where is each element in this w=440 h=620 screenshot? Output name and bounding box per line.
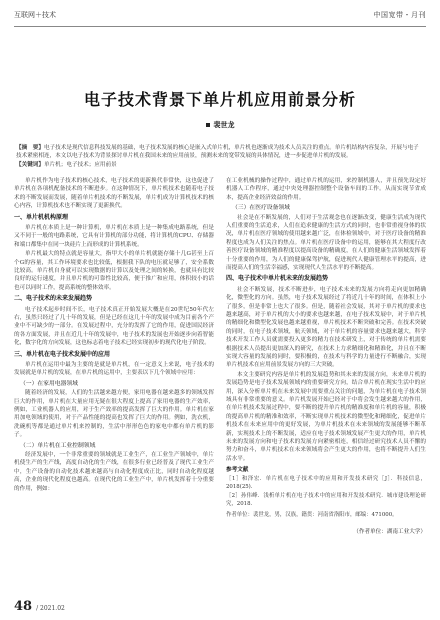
paragraph: 单片机在运用中最为主要的是就是单片机，在一定意义上来说，电子技术的发展就是单片机的发展，在单片机的运用中，主要表以下几个领域中应用： (14, 362, 214, 377)
abstract-label: 【摘 要】 (16, 145, 44, 151)
paragraph: 电子技术起步时间不长，电子技术真正开始发展大概是在20世纪50年代左右，虽然只经过了几十年的发展，但是已经在这几十年的发展中成为目前各个产业中不可缺少的一部分。在发展过程中，充分的发挥了它的作用，促进国民经济的各方面发展，并且在近几十年的发展中，电子技术的发展也开始逐步向着智能化，数字化的方向发展，这也标志着电子技术已经实现初步的现代化电子阶段。 (14, 306, 214, 347)
header-right: 中国宽带・月刊 (373, 11, 426, 19)
body-columns (14, 177, 426, 537)
author-affiliation: （作者单位：湖南工业大学） (353, 528, 426, 535)
paragraph: 社会不断发展，技术不断进步，电子技术未来的发展方向将走向更加精确化，微型化的方向。虽然，电子技术发展经过了将近几十年的时间，在体积上小了很多，但是非常上也大了很多。但是，随着社会发展，其对于单片机的要求也越来越高，对于单片机的大小的要求也越来越，在电子技术发展中，对于单片机的精细化和微型化发展也越来越重视，单片机技术不断突破和完善。在技术突破的同时，在电子技术领域，航天领域，对于单片机的容量要求也越来越大，科学技术开发工作人员就需要投入更多的精力在技术研发上，对于传统的单片机需要根据技术人员提出更加深入的研究，在技术上力求精细化和精准化，并且在不断实现大容量的发展的同时，要积极的，在技术与科学的力量进行不断融合，实现单片机技术在应用前景发展方向的三大突破。 (226, 286, 426, 369)
paragraph: 在工业机械的操作过程中，通过单片机的运用，来控制机器人，并且预先设定好机器人工作程序，通过中央处理器控制整个设备车间的工作。从而实现节省成本，提高企业经济效益的作用。 (226, 177, 426, 201)
author-bio: 作者单位：裴世龙，男，汉族，籍贯：河南省洛阳市，邮编：471000。 (226, 512, 398, 519)
reference-item: ［1］和泽宏．单片机在电子技术中的应用和开发技术研究［J］．科技信息，2018(25)． (226, 475, 426, 491)
subsection-heading: （三）在医疗设备领域 (232, 205, 290, 212)
paragraph: 本文主要研究内容是单片机的发展趋势和其未来的发展方向，未来单片机的发展趋势是电子技术发展领域内的重要研究方向，结合单片机在现实生活中的应用，深入分析单片机在未来发展中需要重点关注的问题，为单片机在电子技术领域具有非常重要的意义。单片机发展开始已经对于中将会发生越来越大的作用，在单片机技术发展过程中，要不断的提升单片机的精准度和单片机的容量，积极的提高单片机的精准和效率，不断实现单片机技术的微型化和精细化，促进单片机技术在未来应用中的更好发展，为单片机技术在未来领域的发展能够不断革新，实现技术上的不断发展，适应在电子技术领域发展产生更大的作用，单片机未来的发展方向和电子技术的发展方向紧密相连，相信经过研究技术人员不懈的努力和奋斗，单片机技术在未来领域将会产生更大的作用，也将不断提升人们生活水平。 (226, 371, 426, 462)
subsection-heading: （二）单片机在工业控制领域 (20, 442, 96, 449)
left-column (14, 177, 214, 537)
subsection-heading: （一）在家用电器领域 (20, 380, 78, 387)
reference-item: ［2］孙伟峰．浅析单片机在电子技术中的应用和开发技术研究．城市建设理论研究，2018． (226, 492, 426, 507)
paragraph: 单片机在本质上是一种计算机，单片机在本质上是一种集成电路系统，但是又不同于一般的电路系统，它具有计算机的部分功能，将计算机的CPU、存储器和端口都集中在同一块硅片上而形成的计算机系统。 (14, 224, 214, 248)
author-line (14, 120, 426, 130)
right-column (226, 177, 426, 537)
author-name: 裴世龙 (213, 120, 235, 129)
paragraph: 经济发展中，一个非常重要的领域就是工业生产，在工业生产领域中，单片机使生产的生产线，高度自动化的生产线，在很多行业已经普及了现代工业生产中，生产设备的自动化技术越来越高与自动化程度成正比，同时自动化程度越高，企业的现代化程度也越高。在现代化的工业生产中，单片机发挥着十分重要的作用，例如： (14, 452, 214, 492)
paragraph: 社会是在不断发展的，人们对于生活观念也在逐渐改变，健康生活成为现代人们重要的生活追求，人们在追求健康的生活方式的同时，也非常重视身体的状况，单片机在医疗领域的使用越来越广泛，在体检领域中，对于医疗设备的精准程度也成为人们关注的焦点。单片机在医疗设备中的运用，能够在其大程度行改善医疗设备领域的精准程度以提高设备的精确度，在人们的健康生活领域发挥着十分重要的作用，为人们的健康保驾护航，促进现代人健康管理水平的提高，进而提高人们的生活幸福感，实现现代人生活水平的不断提高。 (226, 214, 426, 271)
header-left: 互联网＋技术 (14, 11, 56, 19)
keywords-label: 【关键词】 (16, 161, 44, 168)
paragraph: 单片机最大的特点就是容量大，指甲大小的单片机就能存储十几G甚至上百个G的容量，其工作环境要求也比较低，根据我下队的电压就足够了，安全系数比较高。单片机自身就可以实现数据的计算以及处理之间的转换，也就具有比较良好的运行速度，并且单片机的可靠性比较高，便于推广和应用，体积较小的话也可以同时工作，提高系统的整体效率。 (14, 251, 214, 291)
page-header (14, 4, 426, 27)
paper-title: 电子技术背景下单片机应用前景分析 (83, 90, 356, 109)
section-heading: 二、电子技术的未来发展趋势 (14, 295, 93, 303)
paragraph: 单片机作为电子技术的核心技术，电子技术的更新换代非常快，这也促进了单片机在各项机配备技术的不断进步。在这种情况下，单片机技术也随着电子技术的不断发展而发展，随着单片机技术的不断发展，单片机成为计算机技术的核心内容，计算机技术也不断实现了更新换代。 (14, 177, 214, 210)
page-footer (14, 599, 426, 614)
paragraph: 随着经济的发展，人们的生活越来越方便，家用电器在越来越多的领域发挥巨大的作用，单片机在大量应用无疑在很大程度上提高了家用电器的生产效率，例如，工业机器人的应用，对于生产效率的提高发挥了巨大的作用。单片机在家用加电领域的使用，对于产品性能的提高也发挥了巨大的作用。例如，洗衣机，洗碗机等都是通过单片机来控制的，生活中形形色色的家电中都有单片机的影子。 (14, 390, 214, 439)
section-heading: 一、单片机机构原理 (14, 213, 69, 221)
keywords: 【关键词】单片机；电子技术；应用前景 (16, 161, 117, 168)
issue-date: / 2021.02 (36, 605, 65, 612)
references-heading: 参考文献 (226, 467, 249, 474)
section-heading: 四、电子技术中单片机未来的发展趋势 (226, 275, 329, 283)
abstract-block (16, 144, 424, 169)
abstract-text: 【摘 要】电子技术是现代信息科技发展的基础，电子技术发展的核心是嵌入式单片机，单片机也逐渐成为技术人员关注的重点。单片机结构内容复杂，开展与电子技术紧密相连，本文以电子技术为背景探讨单片机在我国未来的应用前景，预测未来的宽带发展的具体情况，进一步促进单片机的发展。 (16, 145, 419, 160)
section-heading: 三、单片机在电子技术发展中的应用 (14, 350, 111, 358)
page-number: 48 (14, 599, 33, 614)
bullet-square-icon (206, 123, 210, 127)
